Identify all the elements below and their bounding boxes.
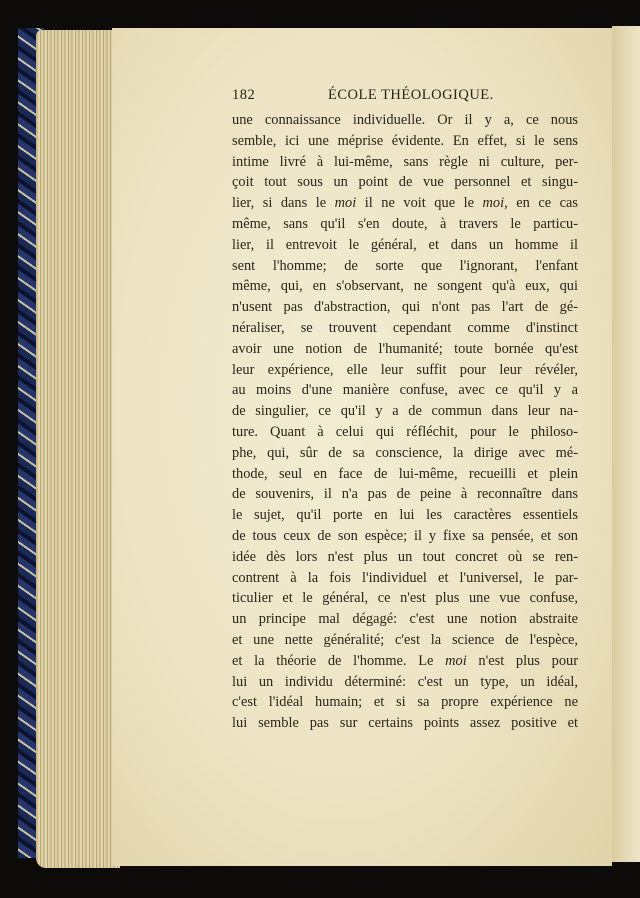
text-line: lui semble pas sur certains points assez positive et [232, 715, 578, 732]
text-line: néraliser, se trouvent cependant comme d'instinct [232, 319, 578, 336]
running-title: ÉCOLE THÉOLOGIQUE. [328, 87, 494, 103]
text-line: lier, il entrevoit le général, et dans un homme il [232, 236, 578, 253]
text-line: même, qui, en s'observant, ne songent qu'à eux, qui [232, 278, 578, 295]
text-line: une connaissance individuelle. Or il y a, ce nous [232, 112, 578, 128]
page-header [232, 87, 578, 109]
text-line: intime livré à lui-même, sans règle ni culture, per- [232, 153, 578, 170]
text-line: contrent à la fois l'individuel et l'universel, le par- [232, 569, 578, 586]
text-line: çoit tout sous un point de vue personnel et singu- [232, 174, 578, 191]
page-block-edges [36, 30, 120, 868]
text-line: leur expérience, elle leur suffit pour leur révéler, [232, 361, 578, 378]
text-line: avoir une notion de l'humanité; toute bornée qu'est [232, 340, 578, 357]
text-line: le sujet, qu'il porte en lui les caractères essentiels [232, 507, 578, 524]
text-line: ture. Quant à celui qui réfléchit, pour le philoso- [232, 423, 578, 440]
text-line: et la théorie de l'homme. Le moi n'est plus pour [232, 652, 578, 669]
italic-moi: moi [334, 195, 357, 212]
text-line: phe, qui, sûr de sa conscience, la dirige avec mé- [232, 444, 578, 461]
text-line: de tous ceux de son espèce; il y fixe sa pensée, et son [232, 527, 578, 544]
text-line: un principe mal dégagé: c'est une notion abstraite [232, 611, 578, 628]
facing-page-edge [612, 26, 640, 862]
text-line: thode, seul en face de lui-même, recueilli et plein [232, 465, 578, 482]
text-line: semble, ici une méprise évidente. En effet, si le sens [232, 132, 578, 149]
text-line: de souvenirs, il n'a pas de peine à reconnaître dans [232, 486, 578, 503]
page-number: 182 [232, 87, 256, 103]
text-line: ticulier et le général, ce n'est plus une vue confuse, [232, 590, 578, 607]
text-line: c'est l'idéal humain; et si sa propre expérience ne [232, 694, 578, 711]
italic-moi: moi [445, 652, 467, 669]
text-line: lui un individu déterminé: c'est un type, un idéal, [232, 673, 578, 690]
text-line: de singulier, ce qu'il y a de commun dans leur na- [232, 403, 578, 420]
text-line: même, sans qu'il s'en doute, à travers le particu- [232, 215, 578, 232]
text-line: au moins d'une manière confuse, avec ce qu'il y a [232, 382, 578, 399]
text-line: idée dès lors n'est plus un tout concret où se ren- [232, 548, 578, 565]
text-line: sent l'homme; de sorte que l'ignorant, l'enfant [232, 257, 578, 274]
italic-moi: moi [482, 195, 505, 212]
text-line: et une nette généralité; c'est la science de l'espèce, [232, 631, 578, 648]
body-text [232, 110, 578, 734]
text-line: n'usent pas d'abstraction, qui n'ont pas l'art de gé- [232, 299, 578, 316]
text-line: lier, si dans le moi il ne voit que le moi, en ce cas [232, 195, 579, 212]
